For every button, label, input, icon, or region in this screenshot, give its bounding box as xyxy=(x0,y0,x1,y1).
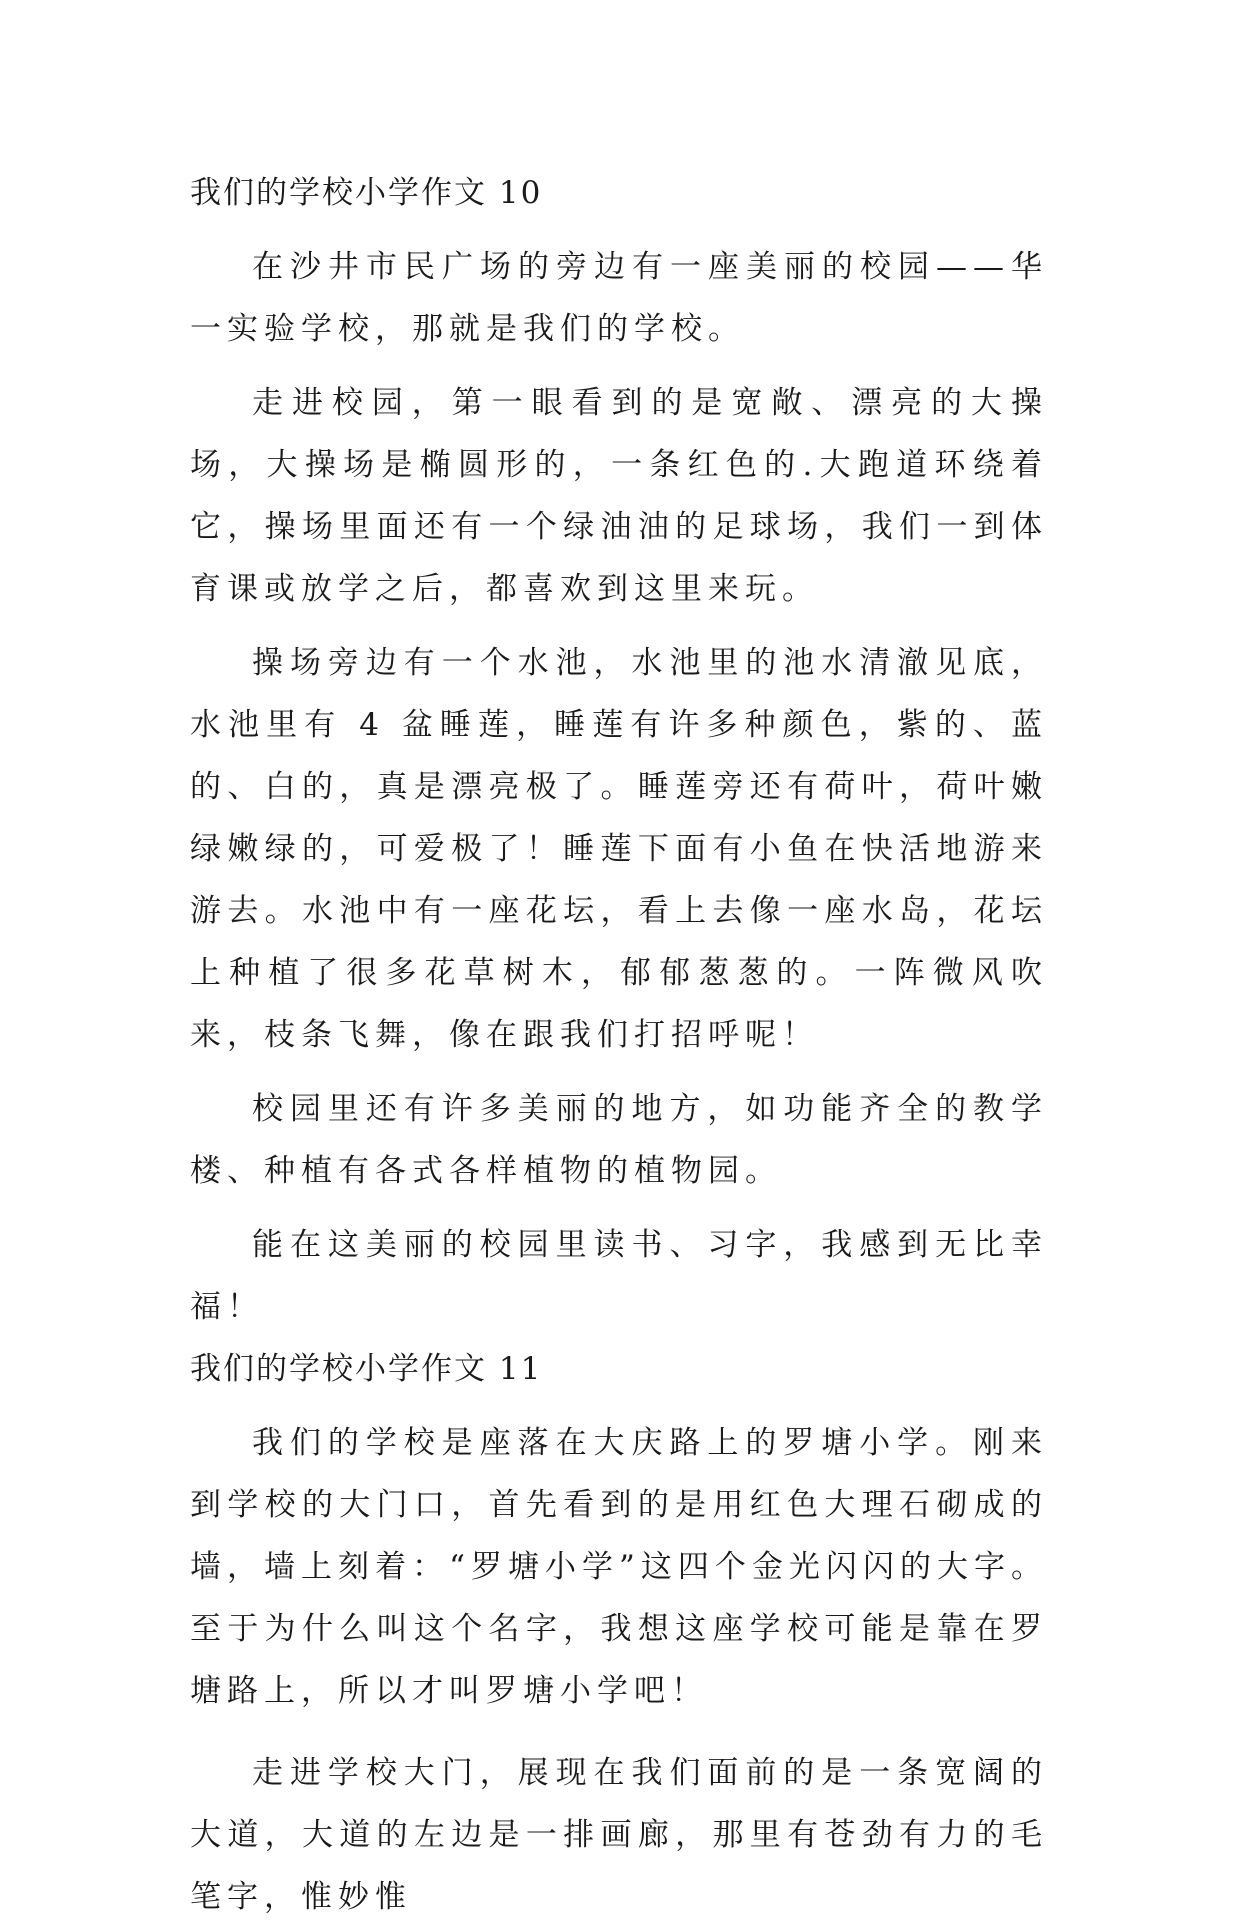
essay-title-10: 我们的学校小学作文 10 xyxy=(190,175,543,211)
document-body xyxy=(190,162,1048,1928)
paragraph: 我们的学校是座落在大庆路上的罗塘小学。刚来到学校的大门口，首先看到的是用红色大理石砌成的墙，墙上刻着：“罗塘小学”这四个金光闪闪的大字。至于为什么叫这个名字，我想这座学校可能是靠在罗塘路上，所以才叫罗塘小学吧！ xyxy=(190,1425,1048,1709)
essay-title-11: 我们的学校小学作文 11 xyxy=(190,1351,543,1387)
paragraph: 走进学校大门，展现在我们面前的是一条宽阔的大道，大道的左边是一排画廊，那里有苍劲有力的毛笔字，惟妙惟 xyxy=(190,1755,1048,1915)
paragraph: 操场旁边有一个水池，水池里的池水清澈见底，水池里有 4 盆睡莲，睡莲有许多种颜色，紫的、蓝的、白的，真是漂亮极了。睡莲旁还有荷叶，荷叶嫩绿嫩绿的，可爱极了！睡莲下面有小鱼在快活地游来游去。水池中有一座花坛，看上去像一座水岛，花坛上种植了很多花草树木，郁郁葱葱的。一阵微风吹来，枝条飞舞，像在跟我们打招呼呢！ xyxy=(190,645,1048,1053)
paragraph: 在沙井市民广场的旁边有一座美丽的校园——华一实验学校，那就是我们的学校。 xyxy=(190,249,1048,347)
paragraph: 能在这美丽的校园里读书、习字，我感到无比幸福！ xyxy=(190,1227,1048,1325)
paragraph: 走进校园，第一眼看到的是宽敞、漂亮的大操场，大操场是椭圆形的，一条红色的.大跑道环绕着它，操场里面还有一个绿油油的足球场，我们一到体育课或放学之后，都喜欢到这里来玩。 xyxy=(190,385,1048,607)
paragraph: 校园里还有许多美丽的地方，如功能齐全的教学楼、种植有各式各样植物的植物园。 xyxy=(190,1091,1048,1189)
